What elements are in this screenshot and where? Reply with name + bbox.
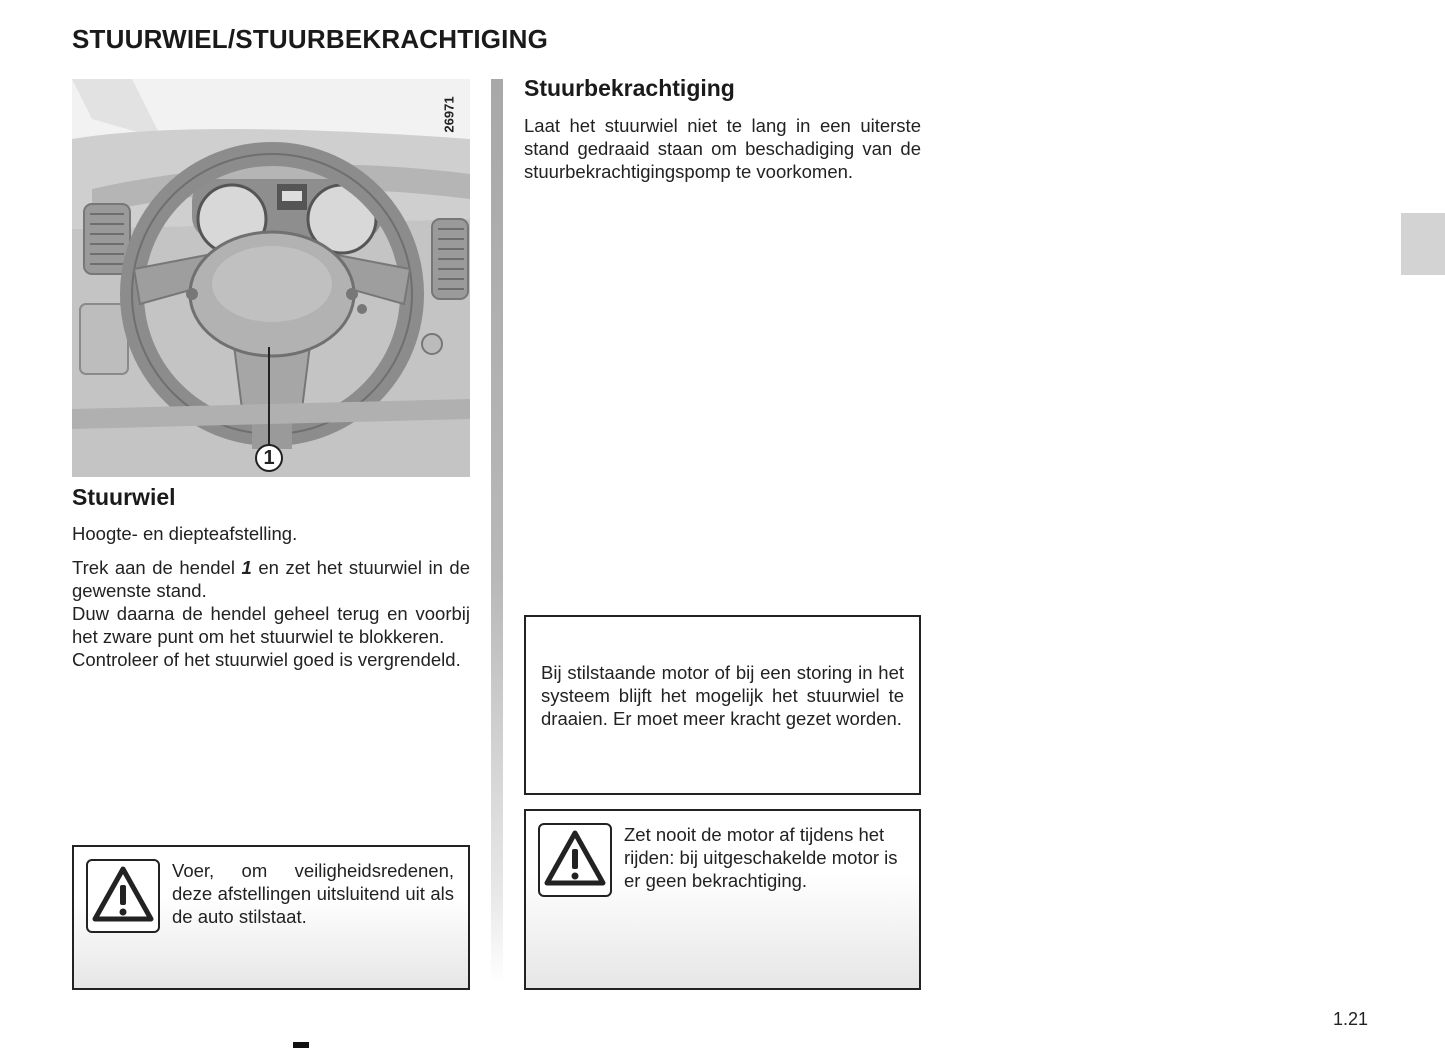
dashboard-drawing — [72, 79, 470, 477]
steering-wheel-heading: Stuurwiel — [72, 484, 176, 510]
steering-wheel-illustration — [72, 79, 470, 477]
callout-label-1: 1 — [255, 444, 283, 472]
print-mark — [293, 1042, 309, 1048]
power-steering-intro: Laat het stuurwiel niet te lang in een uiterste stand gedraaid staan om beschadiging van de stuurbekrachtigingspomp te voorkomen. — [524, 115, 921, 182]
power-steering-note: Bij stilstaande motor of bij een storing in het systeem blijft het mogelijk het stuurwiel te draaien. Er moet meer kracht gezet worden. — [541, 662, 904, 729]
lock-instruction: Duw daarna de hendel geheel terug en voorbij het zware punt om het stuurwiel te blokkeren. — [72, 603, 470, 647]
warning-triangle-icon — [86, 859, 160, 933]
check-instruction: Controleer of het stuurwiel goed is vergrendeld. — [72, 649, 461, 670]
power-steering-heading: Stuurbekrachtiging — [524, 75, 735, 101]
steering-warning-text: Voer, om veiligheidsredenen, deze afstellingen uitsluitend uit als de auto stilstaat. — [172, 860, 454, 927]
warning-triangle-icon — [538, 823, 612, 897]
section-tab-marker — [1401, 213, 1445, 275]
power-steering-note-box — [524, 615, 921, 795]
power-steering-warning-text: Zet nooit de motor af tijdens het rijden: bij uitgeschakelde motor is er geen bekrachtiging. — [624, 824, 898, 891]
page-title: STUURWIEL/STUURBEKRACHTIGING — [72, 24, 548, 54]
steering-wheel-instructions — [72, 556, 470, 671]
page-number: 1.21 — [1333, 1009, 1369, 1029]
column-divider — [491, 79, 503, 984]
power-steering-warning-box — [524, 809, 921, 990]
figure-number: 26971 — [441, 95, 457, 133]
steering-wheel-intro: Hoogte- en diepteafstelling. — [72, 523, 298, 544]
steering-warning-box — [72, 845, 470, 990]
adjust-instruction: Trek aan de hendel 1 en zet het stuurwiel in de gewenste stand. — [72, 557, 470, 601]
lever-reference: 1 — [241, 557, 252, 578]
